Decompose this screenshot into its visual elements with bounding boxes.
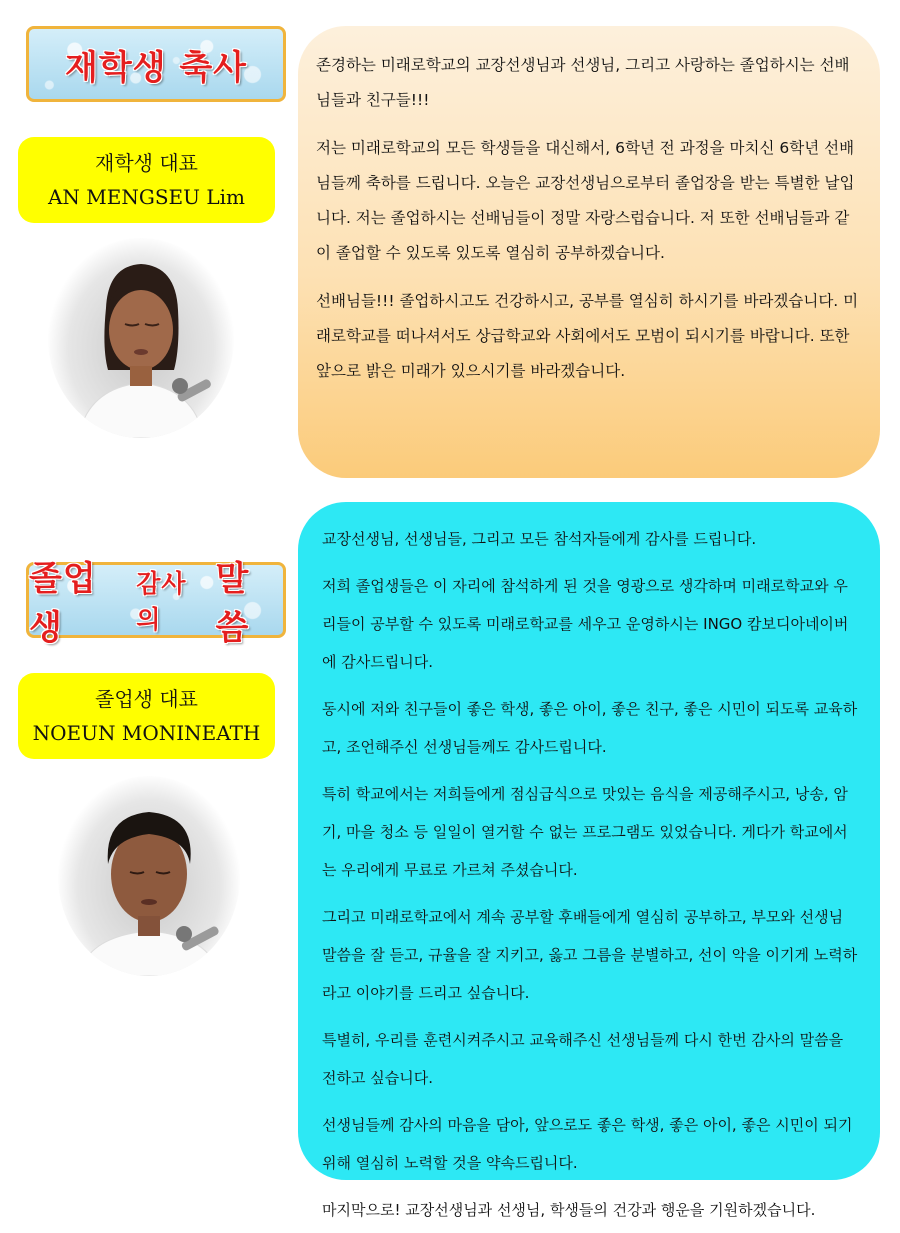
section2-title-end: 말씀 [215,559,250,648]
section1-rep-role: 재학생 대표 [95,151,198,175]
section1-paragraph: 선배님들!!! 졸업하시고도 건강하시고, 공부를 열심히 하시기를 바라겠습니다. 미래로학교를 떠나셔서도 상급학교와 사회에서도 모범이 되시기를 바랍니다. 또한 앞으로 밝은 미래가 있으시기를 바라겠습니다. [316,292,859,380]
section2-rep-name: NOEUN MONINEATH [32,721,261,745]
section2-paragraph: 특별히, 우리를 훈련시켜주시고 교육해주신 선생님들께 다시 한번 감사의 말씀을 전하고 싶습니다. [322,1031,844,1087]
section1-paragraph: 저는 미래로학교의 모든 학생들을 대신해서, 6학년 전 과정을 마치신 6학년 선배님들께 축하를 드립니다. 오늘은 교장선생님으로부터 졸업장을 받는 특별한 날입니다. 저는 졸업하시는 선배님들이 정말 자랑스럽습니다. 저 또한 선배님들과 같이 졸업할 수 있도록 있도록 열심히 공부하겠습니다. [316,139,855,262]
section1-representative-box [18,137,275,223]
section2-speech-panel [298,502,880,1219]
section2-paragraph: 선생님들께 감사의 마음을 담아, 앞으로도 좋은 학생, 좋은 아이, 좋은 시민이 되기 위해 열심히 노력할 것을 약속드립니다. [322,1116,853,1172]
section1-speech-panel [298,26,880,478]
section1-paragraph: 존경하는 미래로학교의 교장선생님과 선생님, 그리고 사랑하는 졸업하시는 선배님들과 친구들!!! [316,56,850,109]
section2-title-main: 졸업생 [29,559,97,648]
section2-student-photo [58,776,240,976]
section2-paragraph: 마지막으로! 교장선생님과 선생님, 학생들의 건강과 행운을 기원하겠습니다. [322,1201,816,1219]
section2-title-middle: 감사의 [136,569,187,634]
girl-student-illustration [48,238,234,438]
section2-paragraph: 저희 졸업생들은 이 자리에 참석하게 된 것을 영광으로 생각하며 미래로학교와 우리들이 공부할 수 있도록 미래로학교를 세우고 운영하시는 INGO 캄보디아네이버에 감사드립니다. [322,577,849,671]
boy-student-illustration [58,776,240,976]
section2-paragraph: 동시에 저와 친구들이 좋은 학생, 좋은 아이, 좋은 친구, 좋은 시민이 되도록 교육하고, 조언해주신 선생님들께도 감사드립니다. [322,700,858,756]
section1-title: 재학생 축사 [64,47,248,88]
section1-title-banner [26,26,286,102]
section1-rep-name: AN MENGSEU Lim [47,185,245,209]
section2-paragraph: 특히 학교에서는 저희들에게 점심급식으로 맛있는 음식을 제공해주시고, 낭송, 암기, 마을 청소 등 일일이 열거할 수 없는 프로그램도 있었습니다. 게다가 학교에서는 우리에게 무료로 가르쳐 주셨습니다. [322,785,848,879]
section1-student-photo [48,238,234,438]
section2-representative-box [18,673,275,759]
section2-rep-role: 졸업생 대표 [95,687,198,711]
section2-paragraph: 그리고 미래로학교에서 계속 공부할 후배들에게 열심히 공부하고, 부모와 선생님 말씀을 잘 듣고, 규율을 잘 지키고, 옳고 그름을 분별하고, 선이 악을 이기게 노력하라고 이야기를 드리고 싶습니다. [322,908,858,1002]
section2-paragraph: 교장선생님, 선생님들, 그리고 모든 참석자들에게 감사를 드립니다. [322,530,757,548]
section2-title-banner [26,559,286,648]
